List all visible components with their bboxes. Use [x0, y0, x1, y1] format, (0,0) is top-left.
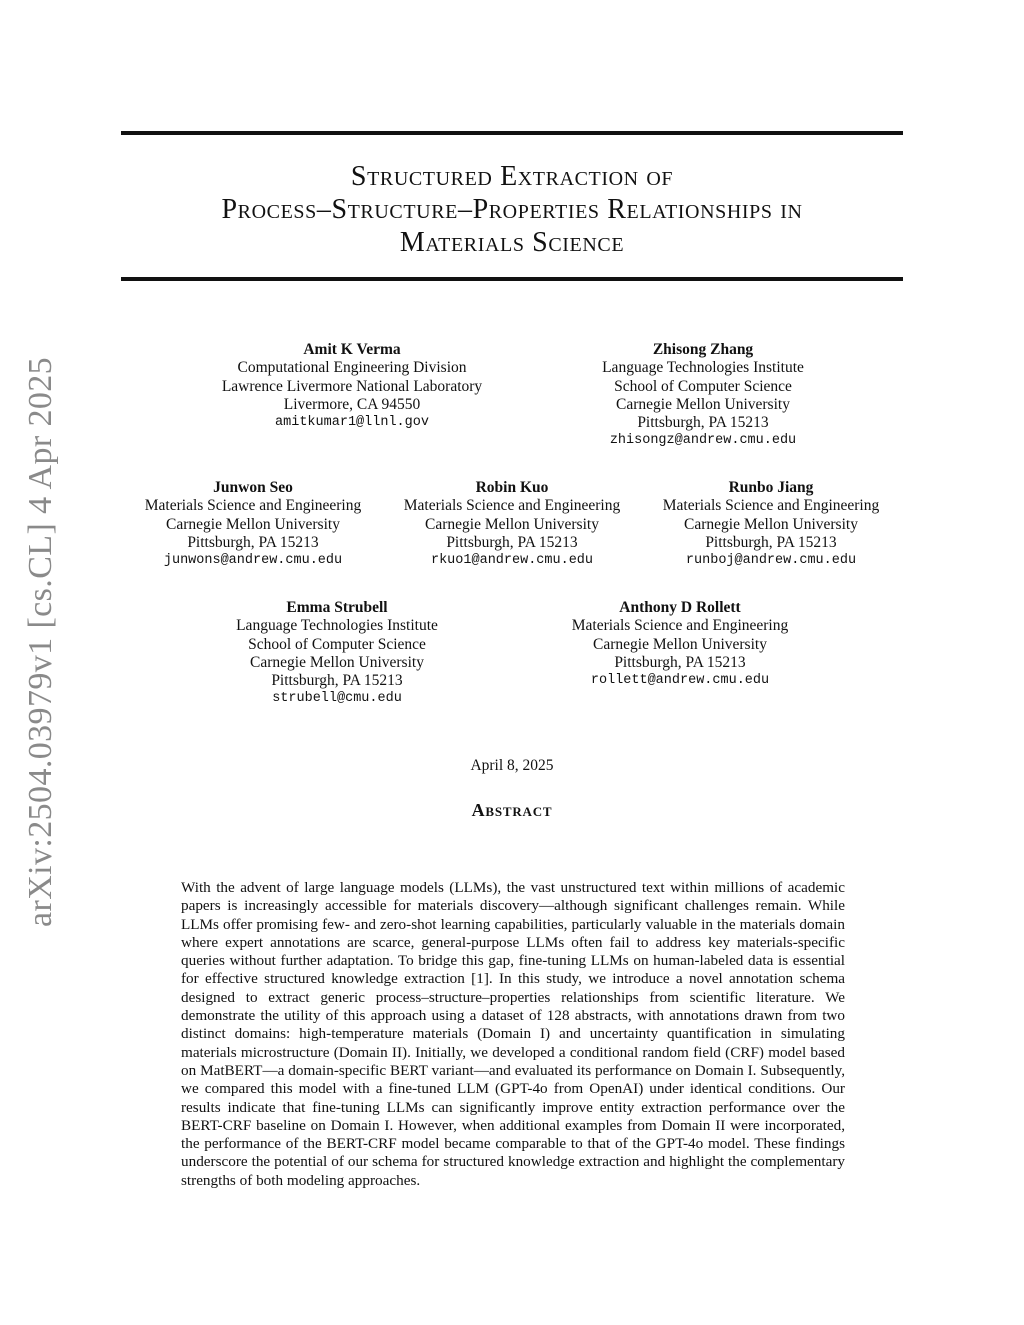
abstract-heading: Abstract: [471, 800, 553, 820]
author-affiliation: Computational Engineering Division: [237, 359, 467, 377]
author-address: Pittsburgh, PA 15213: [637, 414, 769, 432]
author-affiliation: School of Computer Science: [248, 635, 426, 653]
author-block: [103, 479, 403, 570]
author-name: Runbo Jiang: [728, 479, 814, 496]
author-affiliation: Carnegie Mellon University: [166, 515, 340, 533]
author-name: Emma Strubell: [286, 599, 388, 616]
author-email: strubell@cmu.edu: [272, 691, 402, 707]
author-email: zhisongz@andrew.cmu.edu: [609, 433, 797, 449]
author-address: Pittsburgh, PA 15213: [705, 533, 837, 551]
author-affiliation: Carnegie Mellon University: [250, 653, 424, 671]
title-line-3: Materials Science: [399, 227, 625, 258]
author-block: [202, 341, 502, 432]
author-affiliation: Lawrence Livermore National Laboratory: [221, 377, 483, 395]
author-address: Pittsburgh, PA 15213: [271, 672, 403, 690]
author-affiliation: Materials Science and Engineering: [144, 497, 362, 515]
author-name: Amit K Verma: [303, 341, 401, 358]
author-affiliation: Materials Science and Engineering: [403, 497, 621, 515]
author-email: amitkumar1@llnl.gov: [275, 415, 429, 431]
publication-date: April 8, 2025: [470, 757, 554, 774]
abstract-text: With the advent of large language models (LLMs), the vast unstructured text within millions of academic papers is increasingly accessible for materials discovery—although significant challenges remain. While LLMs offer promising few- and zero-shot learning capabilities, particularly valuable in the materials domain where expert annotations are scarce, general-purpose LLMs often fail to address key materials-specific queries without further adaptation. To bridge this gap, fine-tuning LLMs on human-labeled data is essential for effective structured knowledge extraction [1]. In this study, we introduce a novel annotation schema designed to extract generic process–structure–properties relationships from scientific literature. We demonstrate the utility of this approach using a dataset of 128 abstracts, with annotations drawn from two distinct domains: high-temperature materials (Domain I) and uncertainty quantification in simulating materials microstructure (Domain II). Initially, we developed a conditional random field (CRF) model based on MatBERT—a domain-specific BERT variant—and evaluated its performance on Domain I. Subsequently, we compared this model with a fine-tuned LLM (GPT-4o from OpenAI) under identical conditions. Our results indicate that fine-tuning LLMs can significantly improve entity extraction performance over the BERT-CRF baseline on Domain I. However, when additional examples from Domain II were incorporated, the performance of the BERT-CRF model became comparable to that of the GPT-4o model. These findings underscore the potential of our schema for structured knowledge extraction and highlight the complementary strengths of both modeling approaches.: [181, 879, 845, 1189]
author-affiliation: Carnegie Mellon University: [593, 635, 767, 653]
author-address: Pittsburgh, PA 15213: [614, 653, 746, 671]
author-affiliation: Materials Science and Engineering: [662, 497, 880, 515]
author-affiliation: Carnegie Mellon University: [425, 515, 599, 533]
author-name: Junwon Seo: [213, 479, 293, 496]
title-top-rule: [121, 131, 903, 135]
author-email: runboj@andrew.cmu.edu: [685, 553, 857, 569]
author-name: Zhisong Zhang: [652, 341, 754, 358]
author-affiliation: Carnegie Mellon University: [616, 395, 790, 413]
author-affiliation: School of Computer Science: [614, 377, 792, 395]
arxiv-identifier: arXiv:2504.03979v1 [cs.CL] 4 Apr 2025: [22, 356, 59, 927]
author-block: [553, 341, 853, 451]
author-block: [530, 599, 830, 690]
author-affiliation: Carnegie Mellon University: [684, 515, 858, 533]
author-affiliation: Materials Science and Engineering: [571, 617, 789, 635]
author-email: rkuo1@andrew.cmu.edu: [430, 553, 594, 569]
author-address: Pittsburgh, PA 15213: [446, 533, 578, 551]
author-block: [362, 479, 662, 570]
author-affiliation: Language Technologies Institute: [236, 617, 438, 635]
author-address: Pittsburgh, PA 15213: [187, 533, 319, 551]
title-line-1: Structured Extraction of: [350, 161, 674, 192]
title-bottom-rule: [121, 277, 903, 281]
title-line-2: Process–Structure–Properties Relationships in: [221, 194, 803, 225]
author-email: rollett@andrew.cmu.edu: [590, 673, 770, 689]
author-email: junwons@andrew.cmu.edu: [163, 553, 343, 569]
author-block: [621, 479, 921, 570]
author-name: Robin Kuo: [475, 479, 549, 496]
author-block: [187, 599, 487, 709]
author-affiliation: Language Technologies Institute: [602, 359, 804, 377]
author-name: Anthony D Rollett: [619, 599, 741, 616]
paper-title: [121, 160, 903, 259]
author-address: Livermore, CA 94550: [283, 395, 421, 413]
